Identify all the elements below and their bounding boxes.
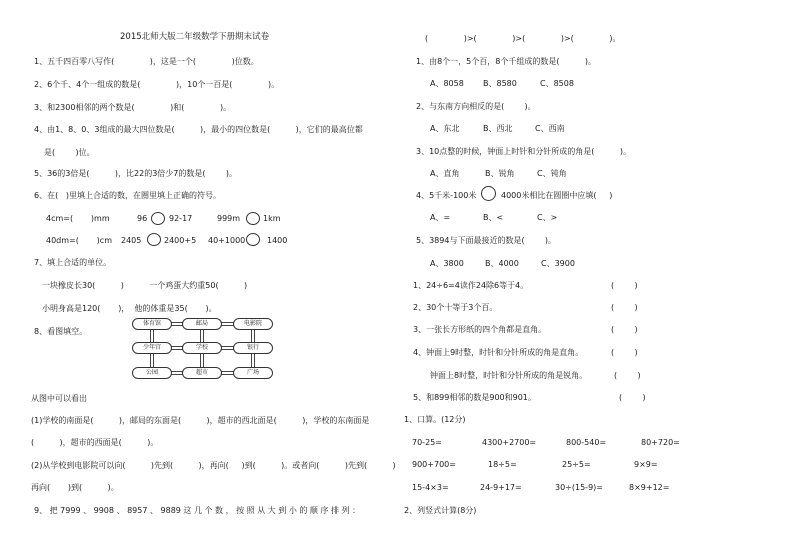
- map-node-post-office: 邮局: [182, 318, 222, 330]
- question-4-continued: 是( )位。: [44, 148, 95, 157]
- map-question-1-continued: ( )，超市的西面是( )。: [31, 438, 159, 447]
- question-7: 7、填上合适的单位。: [34, 258, 112, 267]
- mental-math-item: 70-25=: [412, 438, 442, 447]
- judge-question-5: 5、和899相邻的数是900和901。: [413, 393, 536, 402]
- q6-row1-item1: 4cm=( )mm: [46, 214, 110, 223]
- choice-1-option-c: C、8508: [540, 79, 574, 88]
- q6-row2-item3-left: 40+1000: [208, 236, 246, 245]
- mental-math-item: 18÷5=: [488, 460, 517, 469]
- mental-math-item: 24-9+17=: [480, 483, 522, 492]
- mental-math-item: 4300+2700=: [482, 438, 537, 447]
- choice-1-option-b: B、8580: [483, 79, 517, 88]
- location-map: [122, 318, 292, 386]
- judge-question-4-part2: 钟面上8时整，时针和分针所成的角是锐角。: [430, 371, 588, 380]
- map-node-bank: 银行: [233, 342, 273, 354]
- choice-3-option-c: C、钝角: [537, 169, 567, 178]
- vertical-calc-header: 2、列竖式计算(8分): [404, 506, 477, 515]
- map-node-square: 广场: [233, 367, 273, 379]
- map-node-youth-palace: 少年宫: [132, 342, 172, 354]
- judge-answer-blank: ( ): [619, 393, 646, 402]
- question-3: 3、和2300相邻的两个数是( )和( )。: [34, 103, 232, 112]
- question-8: 8、看图填空。: [34, 327, 88, 336]
- ordering-blanks: ( )>( )>( )>( )。: [425, 34, 621, 43]
- choice-question-2: 2、与东南方向相反的是( )。: [416, 102, 536, 111]
- q6-row1-item3-right: 1km: [263, 214, 281, 223]
- compare-circle[interactable]: [147, 233, 161, 246]
- compare-circle[interactable]: [246, 212, 260, 225]
- judge-question-1: 1、24÷6=4读作24除6等于4。: [413, 281, 529, 290]
- map-node-park: 公园: [132, 367, 172, 379]
- mental-math-item: 900+700=: [412, 460, 456, 469]
- question-4: 4、由1、8、0、3组成的最大四位数是( )，最小的四位数是( )，它们的最高位都: [34, 125, 363, 134]
- choice-question-4: 4、5千米-100米: [416, 191, 477, 200]
- choice-3-option-b: B、锐角: [485, 169, 515, 178]
- mental-math-item: 15-4×3=: [412, 483, 449, 492]
- map-question-2-continued: 再向( )到( )。: [31, 483, 119, 492]
- choice-question-1: 1、由8个一，5个百，8个千组成的数是( )。: [416, 57, 597, 66]
- choice-question-3: 3、10点整的时候，钟面上时针和分针所成的角是( )。: [416, 147, 631, 156]
- mental-math-item: 800-540=: [566, 438, 607, 447]
- choice-2-option-c: C、西南: [535, 124, 565, 133]
- choice-2-option-a: A、东北: [430, 124, 460, 133]
- mental-math-item: 30÷(15-9)=: [555, 483, 603, 492]
- q6-row2-item2-left: 2405: [121, 236, 142, 245]
- mental-math-item: 25÷5=: [562, 460, 591, 469]
- compare-circle[interactable]: [151, 212, 165, 225]
- choice-5-option-c: C、3900: [541, 259, 575, 268]
- question-1: 1、五千四百零八写作( )，这是一个( )位数。: [34, 57, 259, 66]
- q6-row1-item2-left: 96: [137, 214, 148, 223]
- q6-row2-item3-right: 1400: [267, 236, 288, 245]
- judge-answer-blank: ( ): [611, 281, 638, 290]
- mental-math-item: 8×9+12=: [629, 483, 670, 492]
- q6-row1-item2-right: 92-17: [169, 214, 193, 223]
- choice-2-option-b: B、西北: [483, 124, 513, 133]
- choice-4-option-b: B、<: [483, 213, 504, 222]
- map-node-stadium: 体育馆: [132, 318, 172, 330]
- judge-question-3: 3、一张长方形纸的四个角都是直角。: [413, 325, 547, 334]
- question-7-line1: 一块橡皮长30( ) 一个鸡蛋大约重50( ): [42, 281, 248, 290]
- question-6: 6、在( )里填上合适的数，在圈里填上正确的符号。: [34, 191, 221, 200]
- map-question-1: (1)学校的南面是( )，邮局的东面是( )，超市的西北面是( )，学校的东南面是: [31, 416, 370, 425]
- q6-row2-item2-right: 2400+5: [164, 236, 197, 245]
- judge-question-4: 4、钟面上9时整，时针和分针所成的角是直角。: [413, 348, 584, 357]
- map-node-cinema: 电影院: [233, 318, 273, 330]
- choice-1-option-a: A、8058: [430, 79, 464, 88]
- choice-4-option-c: C、>: [537, 213, 558, 222]
- map-intro: 从图中可以看出: [31, 394, 87, 403]
- choice-4-option-a: A、=: [430, 213, 451, 222]
- question-2: 2、6个千、4个一组成的数是( )，10个一百是( )。: [34, 80, 280, 89]
- q6-row2-item1: 40dm=( )cm: [46, 236, 112, 245]
- mental-math-item: 80+720=: [641, 438, 680, 447]
- compare-circle[interactable]: [246, 233, 260, 246]
- page-title: 2015北师大版二年级数学下册期末试卷: [120, 32, 270, 42]
- choice-5-option-a: A、3800: [430, 259, 464, 268]
- judge-question-2: 2、30个十等于3个百。: [413, 303, 498, 312]
- judge-answer-blank: ( ): [611, 348, 638, 357]
- judge-answer-blank: ( ): [611, 303, 638, 312]
- q6-row1-item3-left: 999m: [217, 214, 241, 223]
- judge-answer-blank: ( ): [611, 325, 638, 334]
- choice-5-option-b: B、4000: [485, 259, 519, 268]
- choice-3-option-a: A、直角: [430, 169, 460, 178]
- question-5: 5、36的3倍是( )，比22的3倍少7的数是( )。: [34, 169, 237, 178]
- judge-answer-blank: ( ): [614, 371, 641, 380]
- choice-question-4-continued: 4000米相比在圆圈中应填( ): [501, 191, 613, 200]
- map-node-supermarket: 超市: [182, 367, 222, 379]
- question-9: 9、 把 7999 、 9908 、 8957 、 9889 这 几 个 数 ， 按 照 从 大 到 小 的 顺 序 排 列 ：: [34, 506, 361, 515]
- mental-math-item: 9×9=: [634, 460, 658, 469]
- map-question-2: (2)从学校到电影院可以向( )先到( )，再向( )到( )。或者向( )先到( ): [31, 461, 396, 470]
- mental-math-header: 1、口算。(12分): [404, 415, 466, 424]
- question-7-line2: 小明身高是120( )， 他的体重是35( )。: [42, 304, 217, 313]
- map-node-school: 学校: [182, 342, 222, 354]
- compare-circle[interactable]: [481, 186, 496, 201]
- choice-question-5: 5、3894与下面最接近的数是( )。: [416, 236, 557, 245]
